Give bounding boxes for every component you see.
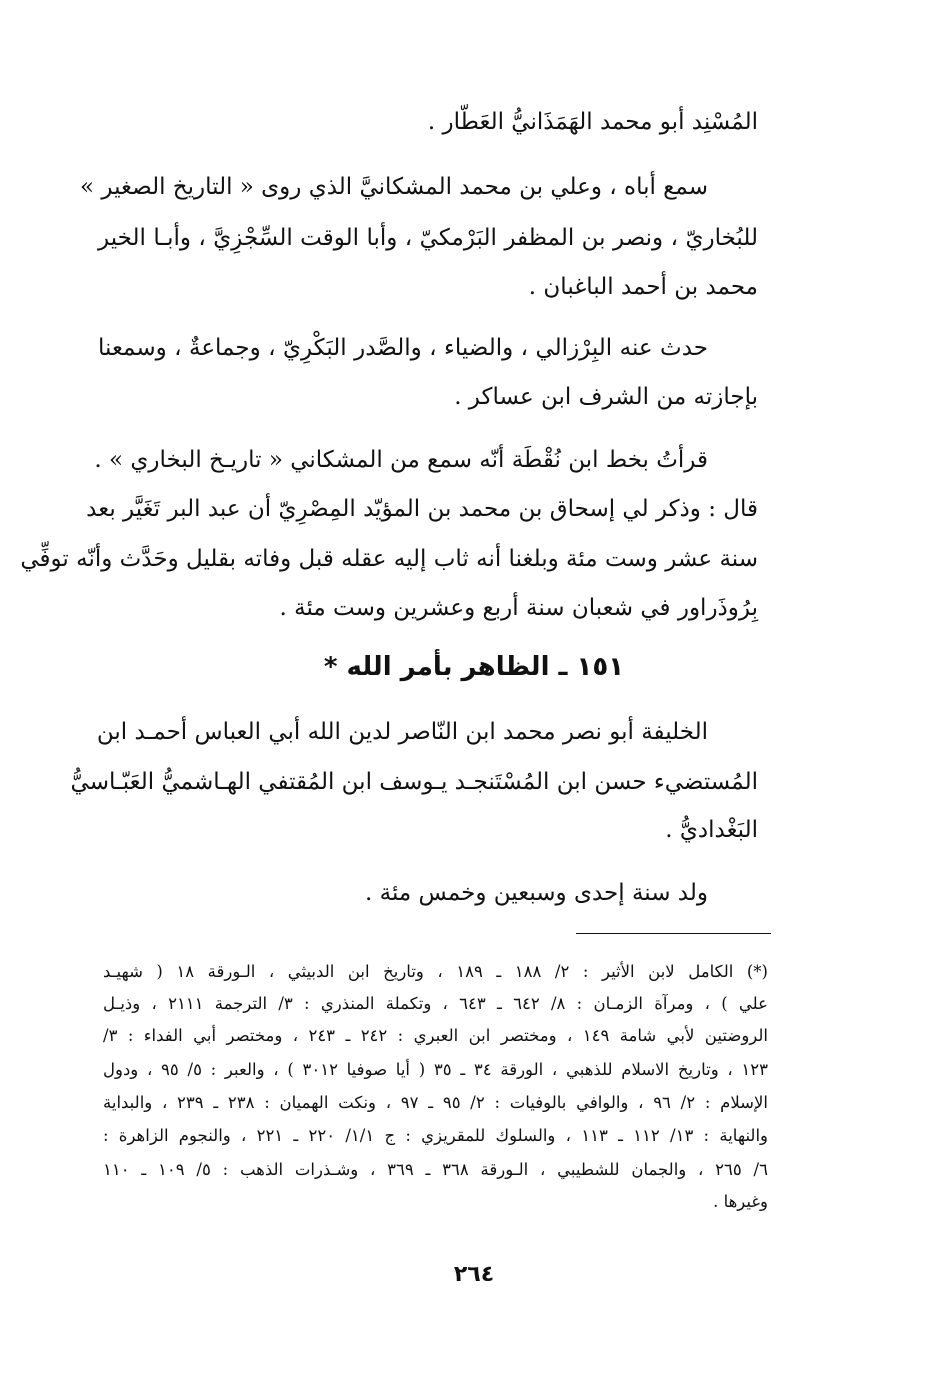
- text-line: للبُخاريّ ، ونصر بن المظفر البَرْمكيّ ، وأبا الوقت السِّجْزِيَّ ، وأبـا الخير: [98, 225, 758, 251]
- text-line: بِرُوذَراور في شعبان سنة أربع وعشرين وست مئة .: [279, 595, 758, 621]
- text-line: المُستضيء حسن ابن المُسْتَنجـد يـوسف ابن المُقتفي الهـاشميُّ العَبّـاسيُّ: [70, 769, 758, 795]
- text-line: محمد بن أحمد الباغبان .: [528, 274, 758, 300]
- text-line: سنة عشر وست مئة وبلغنا أنه ثاب إليه عقله قبل وفاته بقليل وحَدَّث وأنّه توفِّي: [20, 546, 758, 572]
- footnote-line: علي ) ، ومرآة الزمـان : ٨/ ٦٤٢ ـ ٦٤٣ ، وتكملة المنذري : ٣/ الترجمة ٢١١١ ، وذيـل: [103, 994, 768, 1013]
- text-line: المُسْنِد أبو محمد الهَمَذَانيُّ العَطّار .: [427, 109, 758, 135]
- text-line: ولد سنة إحدى وسبعين وخمس مئة .: [365, 880, 708, 906]
- footnote-line: ٦/ ٢٦٥ ، والجمان للشطيبي ، الـورقة ٣٦٨ ـ ٣٦٩ ، وشـذرات الذهب : ٥/ ١٠٩ ـ ١١٠: [103, 1160, 768, 1179]
- text-line: قرأتُ بخط ابن نُقْطَة أنّه سمع من المشكاني « تاريـخ البخاري » .: [94, 447, 708, 473]
- text-line: البَغْداديُّ .: [665, 817, 758, 843]
- footnote-divider: [576, 933, 771, 934]
- footnote-line: ١٢٣ ، وتاريخ الاسلام للذهبي ، الورقة ٣٤ ـ ٣٥ ( أيا صوفيا ٣٠١٢ ) ، والعبر : ٥/ ٩٥ ، ودول: [103, 1060, 769, 1079]
- section-heading: ١٥١ ـ الظاهر بأمر الله *: [323, 652, 625, 682]
- footnote-line: الإسلام : ٢/ ٩٦ ، والوافي بالوفيات : ٢/ ٩٥ ـ ٩٧ ، ونكت الهميان : ٢٣٨ ـ ٢٣٩ ، والبداية: [103, 1093, 768, 1112]
- text-line: حدث عنه البِرْزالي ، والضياء ، والصَّدر البَكْرِيّ ، وجماعةٌ ، وسمعنا: [98, 335, 708, 361]
- text-line: بإجازته من الشرف ابن عساكر .: [454, 384, 758, 410]
- footnote-line: والنهاية : ١٣/ ١١٢ ـ ١١٣ ، والسلوك للمقريزي : ج ١/١/ ٢٢٠ ـ ٢٢١ ، والنجوم الزاهرة :: [103, 1126, 768, 1145]
- footnote-line: (*) الكامل لابن الأثير : ٢/ ١٨٨ ـ ١٨٩ ، وتاريخ ابن الدبيثي ، الـورقة ١٨ ( شهيـد: [103, 962, 768, 981]
- page-number: ٢٦٤: [453, 1262, 495, 1287]
- text-line: سمع أباه ، وعلي بن محمد المشكانيَّ الذي روى « التاريخ الصغير »: [80, 174, 708, 200]
- footnote-line: وغيرها .: [713, 1192, 768, 1211]
- text-line: قال : وذكر لي إسحاق بن محمد بن المؤيّد المِصْرِيّ أن عبد البر تَغَيَّر بعد: [86, 496, 758, 522]
- text-line: الخليفة أبو نصر محمد ابن النّاصر لدين الله أبي العباس أحمـد ابن: [96, 719, 708, 745]
- footnote-line: الروضتين لأبي شامة ١٤٩ ، ومختصر ابن العبري : ٢٤٢ ـ ٢٤٣ ، ومختصر أبي الفداء : ٣/: [103, 1026, 769, 1045]
